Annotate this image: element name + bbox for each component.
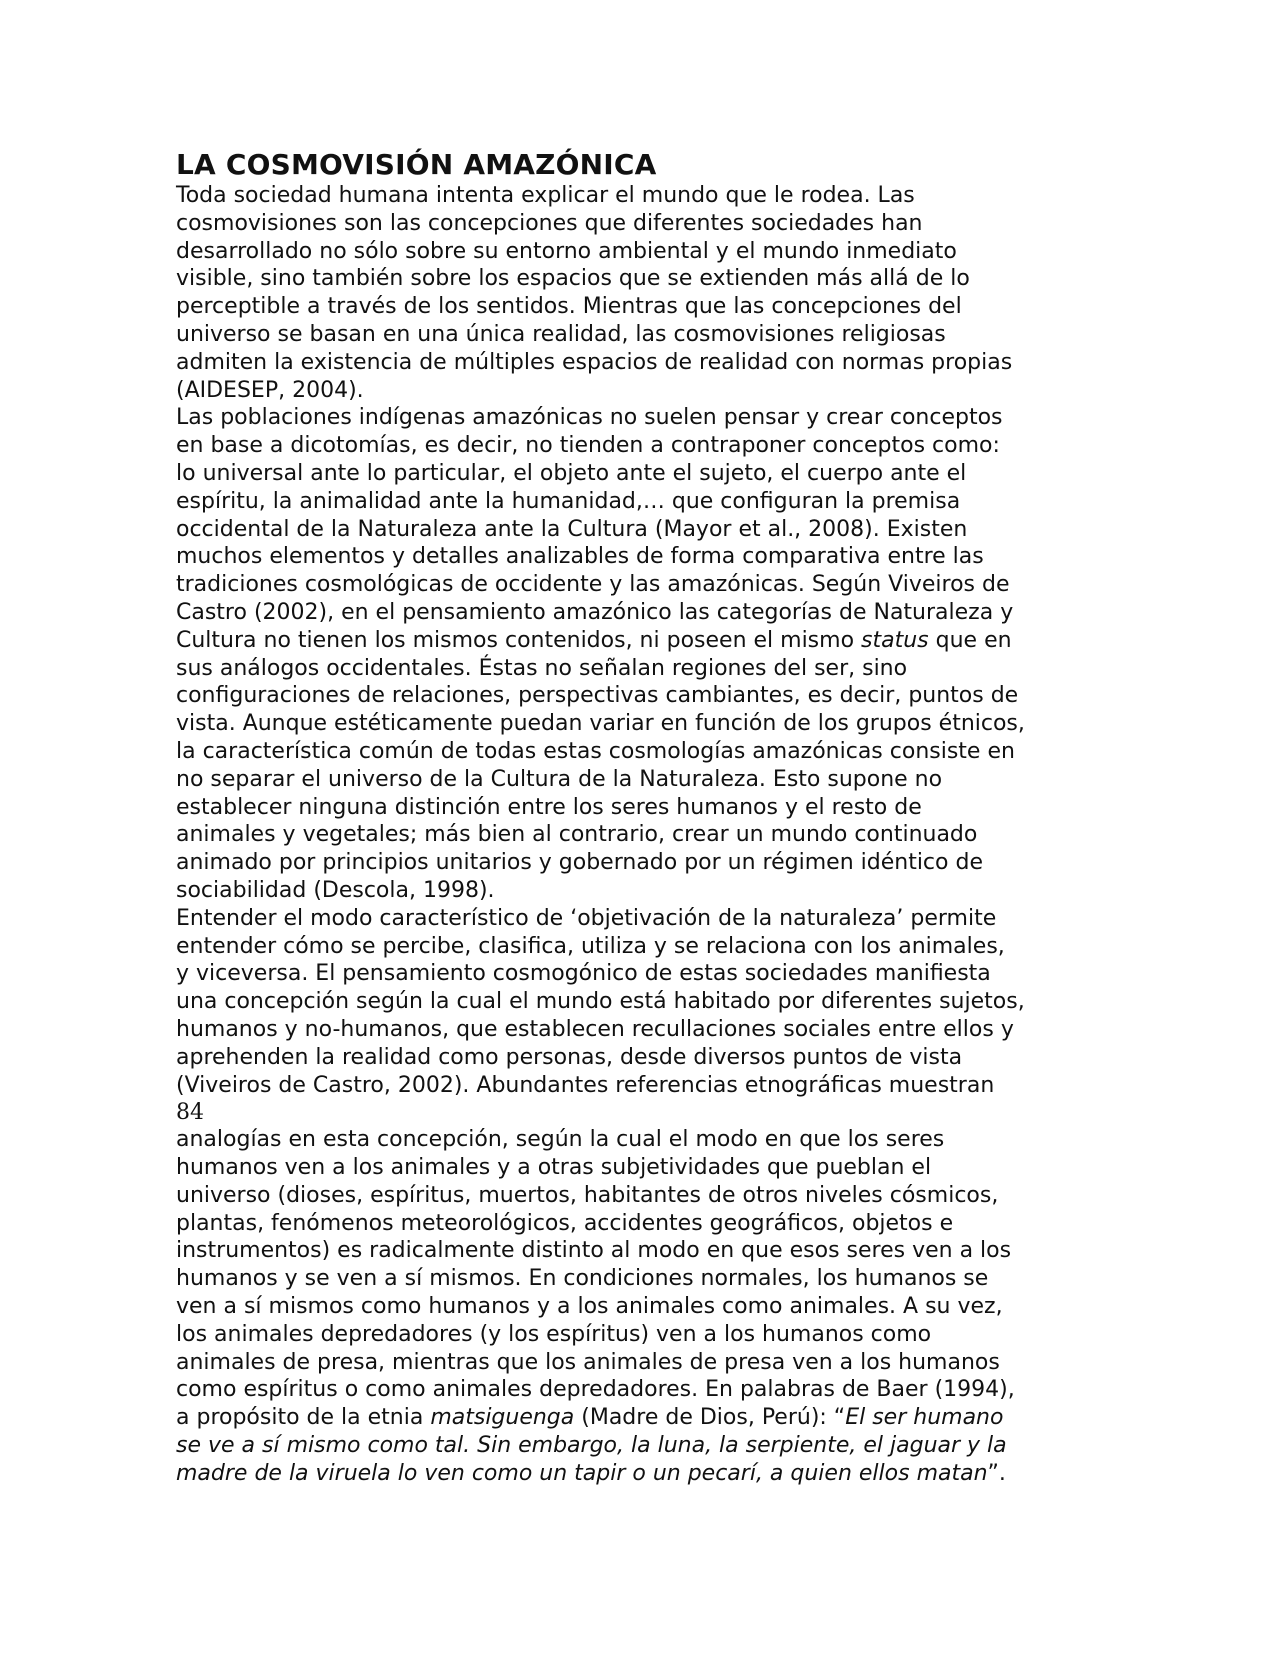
text-line: animales de presa, mientras que los animales de presa ven a los humanos bbox=[176, 1349, 1000, 1375]
italic-text: El ser humano bbox=[845, 1405, 1004, 1431]
text-run: (Madre de Dios, Perú): “ bbox=[574, 1405, 846, 1431]
text-line: tradiciones cosmológicas de occidente y las amazónicas. Según Viveiros de bbox=[176, 572, 1010, 598]
text-line: vista. Aunque estéticamente puedan variar en función de los grupos étnicos, bbox=[176, 711, 1025, 737]
text-line: animado por principios unitarios y gobernado por un régimen idéntico de bbox=[176, 850, 983, 876]
text-line: entender cómo se percibe, clasifica, utiliza y se relaciona con los animales, bbox=[176, 933, 1005, 959]
italic-text: se ve a sí mismo como tal. Sin embargo, la luna, la serpiente, el jaguar y la bbox=[176, 1433, 1007, 1459]
text-line: plantas, fenómenos meteorológicos, accidentes geográficos, objetos e bbox=[176, 1210, 954, 1236]
text-line: en base a dicotomías, es decir, no tienden a contraponer conceptos como: bbox=[176, 433, 1000, 459]
text-line: humanos ven a los animales y a otras subjetividades que pueblan el bbox=[176, 1155, 932, 1181]
text-line: analogías en esta concepción, según la cual el modo en que los seres bbox=[176, 1127, 945, 1153]
text-line: instrumentos) es radicalmente distinto al modo en que esos seres ven a los bbox=[176, 1238, 1012, 1264]
text-run: que en bbox=[928, 627, 1012, 653]
text-line: Las poblaciones indígenas amazónicas no suelen pensar y crear conceptos bbox=[176, 405, 1003, 431]
text-line: Toda sociedad humana intenta explicar el mundo que le rodea. Las bbox=[176, 183, 915, 208]
text-line: occidental de la Naturaleza ante la Cultura (Mayor et al., 2008). Existen bbox=[176, 516, 968, 542]
text-line: sus análogos occidentales. Éstas no señalan regiones del ser, sino bbox=[176, 655, 908, 681]
text-line: visible, sino también sobre los espacios que se extienden más allá de lo bbox=[176, 266, 970, 292]
text-line: muchos elementos y detalles analizables de forma comparativa entre las bbox=[176, 544, 984, 570]
text-line: desarrollado no sólo sobre su entorno ambiental y el mundo inmediato bbox=[176, 238, 957, 264]
text-line: configuraciones de relaciones, perspectivas cambiantes, es decir, puntos de bbox=[176, 683, 1019, 709]
italic-text: matsiguenga bbox=[430, 1405, 575, 1431]
text-line: aprehenden la realidad como personas, desde diversos puntos de vista bbox=[176, 1044, 963, 1070]
text-line: los animales depredadores (y los espíritus) ven a los humanos como bbox=[176, 1321, 932, 1347]
text-line: perceptible a través de los sentidos. Mientras que las concepciones del bbox=[176, 294, 962, 320]
text-run: Cultura no tienen los mismos contenidos, ni poseen el mismo bbox=[176, 627, 862, 653]
text-line: establecer ninguna distinción entre los seres humanos y el resto de bbox=[176, 794, 922, 820]
text-line bbox=[176, 1404, 1076, 1432]
text-line: y viceversa. El pensamiento cosmogónico de estas sociedades manifiesta bbox=[176, 961, 991, 987]
text-line: no separar el universo de la Cultura de la Naturaleza. Esto supone no bbox=[176, 766, 943, 792]
text-line bbox=[176, 1460, 1076, 1488]
text-line: admiten la existencia de múltiples espacios de realidad con normas propias bbox=[176, 349, 1013, 375]
text-line: humanos y se ven a sí mismos. En condiciones normales, los humanos se bbox=[176, 1266, 989, 1292]
text-line: lo universal ante lo particular, el objeto ante el sujeto, el cuerpo ante el bbox=[176, 460, 967, 486]
text-line: Entender el modo característico de ‘objetivación de la naturaleza’ permite bbox=[176, 905, 997, 931]
text-run: a propósito de la etnia bbox=[176, 1405, 431, 1431]
italic-text: status bbox=[861, 627, 929, 653]
text-line: (AIDESEP, 2004). bbox=[176, 377, 364, 403]
text-line: como espíritus o como animales depredadores. En palabras de Baer (1994), bbox=[176, 1377, 1015, 1403]
text-block-upper bbox=[176, 182, 1076, 1099]
text-line: ven a sí mismos como humanos y a los animales como animales. A su vez, bbox=[176, 1294, 1003, 1320]
page-title: LA COSMOVISIÓN AMAZÓNICA bbox=[176, 148, 657, 181]
text-line bbox=[176, 627, 1076, 655]
text-line: la característica común de todas estas cosmologías amazónicas consiste en bbox=[176, 738, 1015, 764]
text-line: (Viveiros de Castro, 2002). Abundantes referencias etnográficas muestran bbox=[176, 1072, 995, 1098]
text-line: sociabilidad (Descola, 1998). bbox=[176, 877, 495, 903]
document-body bbox=[176, 148, 1076, 1488]
text-line: Castro (2002), en el pensamiento amazónico las categorías de Naturaleza y bbox=[176, 599, 1014, 625]
text-line: universo (dioses, espíritus, muertos, habitantes de otros niveles cósmicos, bbox=[176, 1182, 999, 1208]
text-line: una concepción según la cual el mundo está habitado por diferentes sujetos, bbox=[176, 989, 1025, 1015]
text-line bbox=[176, 1432, 1076, 1460]
text-line: animales y vegetales; más bien al contrario, crear un mundo continuado bbox=[176, 822, 978, 848]
text-line: cosmovisiones son las concepciones que diferentes sociedades han bbox=[176, 210, 923, 236]
text-line: humanos y no-humanos, que establecen recullaciones sociales entre ellos y bbox=[176, 1016, 1014, 1042]
page-number: 84 bbox=[176, 1100, 204, 1126]
text-block-lower bbox=[176, 1126, 1076, 1487]
text-line: espíritu, la animalidad ante la humanidad,… que configuran la premisa bbox=[176, 488, 961, 514]
italic-text: madre de la viruela lo ven como un tapir o un pecarí, a quien ellos matan bbox=[176, 1460, 988, 1486]
text-run: ”. bbox=[987, 1460, 1006, 1486]
text-line: universo se basan en una única realidad, las cosmovisiones religiosas bbox=[176, 321, 946, 347]
